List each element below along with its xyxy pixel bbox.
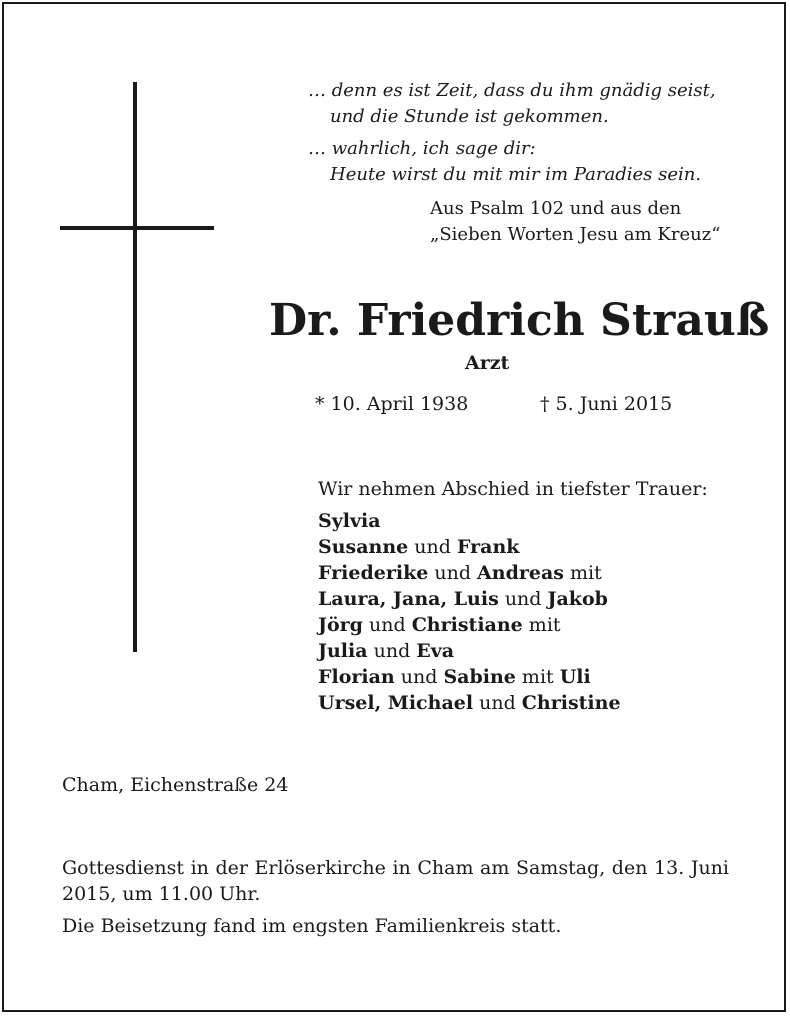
mourner-connector: und	[473, 692, 522, 714]
cross-vertical-bar	[133, 82, 137, 652]
birth-date: * 10. April 1938	[315, 393, 469, 415]
mourner-name: Susanne	[318, 536, 409, 558]
mourner-name: Julia	[318, 640, 368, 662]
mourners-list	[318, 508, 621, 716]
death-date: † 5. Juni 2015	[540, 393, 673, 415]
mourner-name: Ursel, Michael	[318, 692, 474, 714]
mourner-row	[318, 560, 621, 586]
mourner-name: Florian	[318, 666, 395, 688]
deceased-name: Dr. Friedrich Strauß	[269, 295, 770, 346]
mourner-name: Sylvia	[318, 510, 381, 532]
quote-line: … denn es ist Zeit, dass du ihm gnädig seist,	[308, 80, 716, 101]
source-line: Aus Psalm 102 und aus den	[430, 198, 682, 219]
mourner-connector: und	[367, 640, 417, 662]
mourner-row	[318, 664, 621, 690]
mourner-name: Christiane	[411, 614, 523, 636]
mourner-connector: und	[498, 588, 548, 610]
mourner-name: Eva	[416, 640, 455, 662]
mourner-connector: und	[362, 614, 412, 636]
mourner-name: Laura, Jana, Luis	[318, 588, 499, 610]
mourner-name: Jakob	[547, 588, 608, 610]
mourner-connector: mit	[522, 614, 561, 636]
mourner-row	[318, 638, 621, 664]
mourner-name: Sabine	[443, 666, 516, 688]
mourner-row	[318, 586, 621, 612]
mourner-name: Frank	[456, 536, 520, 558]
burial-info: Die Beisetzung fand im engsten Familienkreis statt.	[62, 915, 562, 937]
quote-line: Heute wirst du mit mir im Paradies sein.	[330, 164, 702, 185]
mourner-connector: mit	[564, 562, 602, 584]
deceased-occupation: Arzt	[465, 352, 510, 374]
mourner-connector: und	[428, 562, 478, 584]
mourner-connector: und	[394, 666, 444, 688]
quote-source	[430, 196, 720, 248]
mourner-connector: und	[408, 536, 457, 558]
family-address: Cham, Eichenstraße 24	[62, 774, 289, 796]
mourner-row	[318, 690, 621, 716]
quote-line: … wahrlich, ich sage dir:	[308, 138, 536, 159]
bible-quote	[308, 78, 733, 188]
mourners-intro: Wir nehmen Abschied in tiefster Trauer:	[318, 478, 708, 500]
quote-line: und die Stunde ist gekommen.	[330, 106, 609, 127]
mourner-row	[318, 534, 621, 560]
mourner-name: Friederike	[318, 562, 429, 584]
mourner-name: Jörg	[318, 614, 363, 636]
cross-horizontal-bar	[60, 226, 214, 230]
mourner-name: Andreas	[477, 562, 564, 584]
mourner-row	[318, 508, 621, 534]
mourner-name: Uli	[559, 666, 591, 688]
mourner-name: Christine	[521, 692, 621, 714]
funeral-service-info: Gottesdienst in der Erlöserkirche in Cham am Samstag, den 13. Juni 2015, um 11.00 Uhr.	[62, 857, 729, 905]
mourner-row	[318, 612, 621, 638]
source-line: „Sieben Worten Jesu am Kreuz“	[430, 224, 721, 245]
mourner-connector: mit	[515, 666, 560, 688]
